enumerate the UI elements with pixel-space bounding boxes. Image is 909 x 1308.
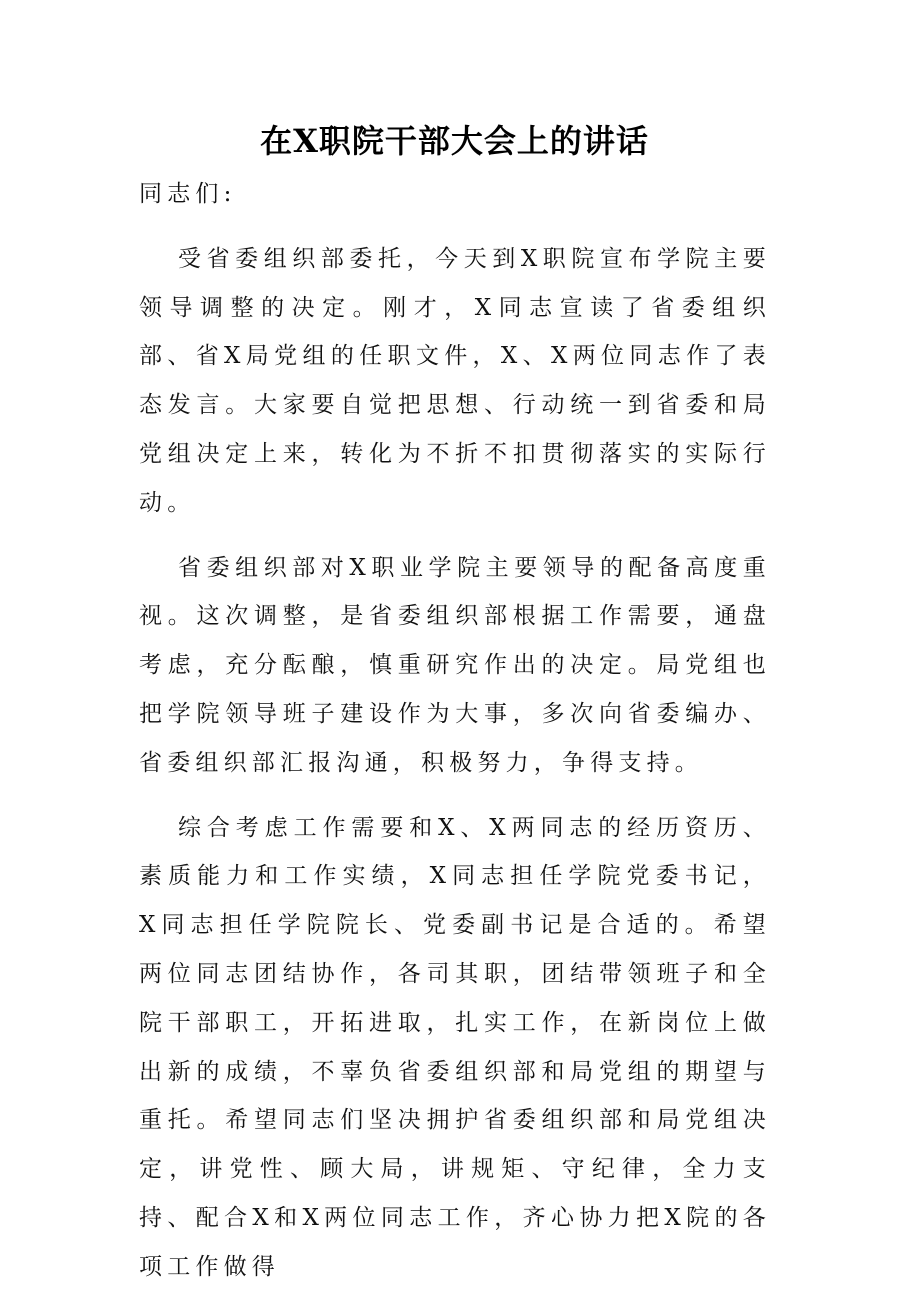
- paragraph-3: 综合考虑工作需要和X、X两同志的经历资历、素质能力和工作实绩，X同志担任学院党委书记，X同志担任学院院长、党委副书记是合适的。希望两位同志团结协作，各司其职，团结带领班子和全院干部职工，开拓进取，扎实工作，在新岗位上做出新的成绩，不辜负省委组织部和局党组的期望与重托。希望同志们坚决拥护省委组织部和局党组决定，讲党性、顾大局，讲规矩、守纪律，全力支持、配合X和X两位同志工作，齐心协力把X院的各项工作做得: [139, 814, 771, 1280]
- paragraph-1: 受省委组织部委托，今天到X职院宣布学院主要领导调整的决定。刚才，X同志宣读了省委组织部、省X局党组的任职文件，X、X两位同志作了表态发言。大家要自觉把思想、行动统一到省委和局党组决定上来，转化为不折不扣贯彻落实的实际行动。: [139, 245, 771, 516]
- paragraph-2: 省委组织部对X职业学院主要领导的配备高度重视。这次调整，是省委组织部根据工作需要，通盘考虑，充分酝酿，慎重研究作出的决定。局党组也把学院领导班子建设作为大事，多次向省委编办、省委组织部汇报沟通，积极努力，争得支持。: [139, 554, 771, 776]
- salutation: 同志们:: [139, 181, 237, 207]
- document-title: 在X职院干部大会上的讲话: [260, 122, 649, 160]
- document-body: [139, 170, 771, 1308]
